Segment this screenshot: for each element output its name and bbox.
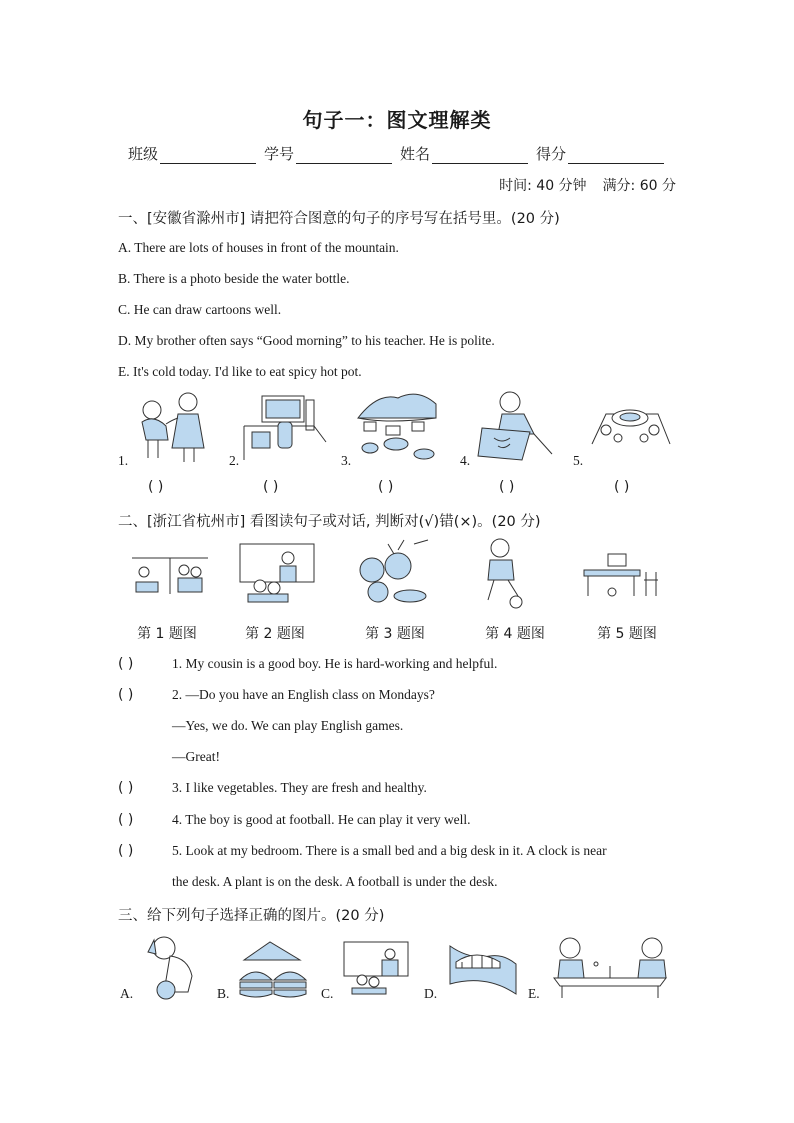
judge-paren-4[interactable]: ( ) bbox=[118, 812, 134, 828]
number-field[interactable] bbox=[264, 143, 392, 164]
section3-label-d: D. bbox=[424, 986, 438, 1001]
picture-number-1: 1. bbox=[118, 453, 129, 468]
picture-1-greeting-illustration bbox=[130, 388, 210, 466]
section1-option-e: E. It's cold today. I'd like to eat spicy hot pot. bbox=[118, 364, 362, 379]
section2-item-2: 2. —Do you have an English class on Mondays? bbox=[172, 687, 435, 702]
name-label: 姓名 bbox=[400, 145, 431, 163]
section3-picture-c-classroom-illustration bbox=[342, 940, 412, 996]
section2-item-5: 5. Look at my bedroom. There is a small bed and a big desk in it. A clock is near bbox=[172, 843, 607, 858]
caption-picture-4: 第 4 题图 bbox=[485, 626, 545, 642]
caption-picture-2: 第 2 题图 bbox=[245, 626, 305, 642]
score-field[interactable] bbox=[536, 143, 664, 164]
section3-label-a: A. bbox=[120, 986, 134, 1001]
caption-picture-3: 第 3 题图 bbox=[365, 626, 425, 642]
class-label: 班级 bbox=[128, 145, 159, 163]
judge-paren-3[interactable]: ( ) bbox=[118, 780, 134, 796]
judge-paren-2[interactable]: ( ) bbox=[118, 687, 134, 703]
picture-5-hot-pot-illustration bbox=[590, 400, 672, 450]
judge-paren-5[interactable]: ( ) bbox=[118, 843, 134, 859]
student-info-row bbox=[128, 143, 672, 164]
section3-label-e: E. bbox=[528, 986, 540, 1001]
picture-3-houses-mountain-illustration bbox=[356, 388, 438, 464]
name-field[interactable] bbox=[400, 143, 528, 164]
section2-item-2-reply: —Yes, we do. We can play English games. bbox=[172, 718, 404, 733]
section3-heading: 三、给下列句子选择正确的图片。(20 分) bbox=[118, 908, 385, 924]
name-blank[interactable] bbox=[432, 147, 528, 164]
section2-item-2-end: —Great! bbox=[172, 749, 220, 764]
answer-paren-3[interactable]: ( ) bbox=[378, 479, 394, 495]
answer-paren-2[interactable]: ( ) bbox=[263, 479, 279, 495]
number-label: 学号 bbox=[264, 145, 295, 163]
picture-number-2: 2. bbox=[229, 453, 240, 468]
number-blank[interactable] bbox=[296, 147, 392, 164]
section2-item-3: 3. I like vegetables. They are fresh and healthy. bbox=[172, 780, 427, 795]
section2-picture-3-vegetables-illustration bbox=[354, 536, 434, 608]
picture-number-3: 3. bbox=[341, 453, 352, 468]
class-field[interactable] bbox=[128, 143, 256, 164]
judge-paren-1[interactable]: ( ) bbox=[118, 656, 134, 672]
score-blank[interactable] bbox=[568, 147, 664, 164]
caption-picture-5: 第 5 题图 bbox=[597, 626, 657, 642]
picture-2-desk-bottle-photo-illustration bbox=[242, 392, 328, 462]
section3-label-b: B. bbox=[217, 986, 230, 1001]
section2-item-1: 1. My cousin is a good boy. He is hard-working and helpful. bbox=[172, 656, 498, 671]
answer-paren-1[interactable]: ( ) bbox=[148, 479, 164, 495]
section3-picture-b-sandwich-burger-illustration bbox=[238, 938, 308, 1000]
caption-picture-1: 第 1 题图 bbox=[137, 626, 197, 642]
full-marks: 满分: 60 分 bbox=[602, 178, 676, 194]
section1-option-c: C. He can draw cartoons well. bbox=[118, 302, 282, 317]
section1-option-b: B. There is a photo beside the water bottle. bbox=[118, 271, 350, 286]
picture-number-4: 4. bbox=[460, 453, 471, 468]
section3-picture-d-bridge-illustration bbox=[448, 940, 518, 998]
section3-picture-a-dog-ball-illustration bbox=[144, 934, 204, 1000]
page-title: 句子一：图文理解类 bbox=[302, 108, 492, 132]
section3-picture-e-table-tennis-illustration bbox=[548, 934, 674, 1000]
section2-heading: 二、[浙江省杭州市] 看图读句子或对话, 判断对(√)错(×)。(20 分) bbox=[118, 514, 541, 530]
picture-4-boy-drawing-illustration bbox=[476, 388, 558, 464]
section2-picture-5-bedroom-desk-illustration bbox=[582, 552, 662, 600]
section1-heading: 一、[安徽省滁州市] 请把符合图意的句子的序号写在括号里。(20 分) bbox=[118, 211, 560, 227]
exam-meta bbox=[483, 175, 676, 195]
section2-picture-4-football-boy-illustration bbox=[474, 536, 534, 610]
section1-option-a: A. There are lots of houses in front of the mountain. bbox=[118, 240, 399, 255]
class-blank[interactable] bbox=[160, 147, 256, 164]
section2-item-5-cont: the desk. A plant is on the desk. A football is under the desk. bbox=[172, 874, 498, 889]
section2-picture-1-illustration bbox=[130, 552, 210, 596]
section2-item-4: 4. The boy is good at football. He can play it very well. bbox=[172, 812, 471, 827]
time-limit: 时间: 40 分钟 bbox=[499, 178, 587, 194]
section1-option-d: D. My brother often says “Good morning” to his teacher. He is polite. bbox=[118, 333, 495, 348]
score-label: 得分 bbox=[536, 145, 567, 163]
picture-number-5: 5. bbox=[573, 453, 584, 468]
answer-paren-4[interactable]: ( ) bbox=[499, 479, 515, 495]
section2-picture-2-illustration bbox=[238, 542, 318, 604]
section3-label-c: C. bbox=[321, 986, 334, 1001]
answer-paren-5[interactable]: ( ) bbox=[614, 479, 630, 495]
